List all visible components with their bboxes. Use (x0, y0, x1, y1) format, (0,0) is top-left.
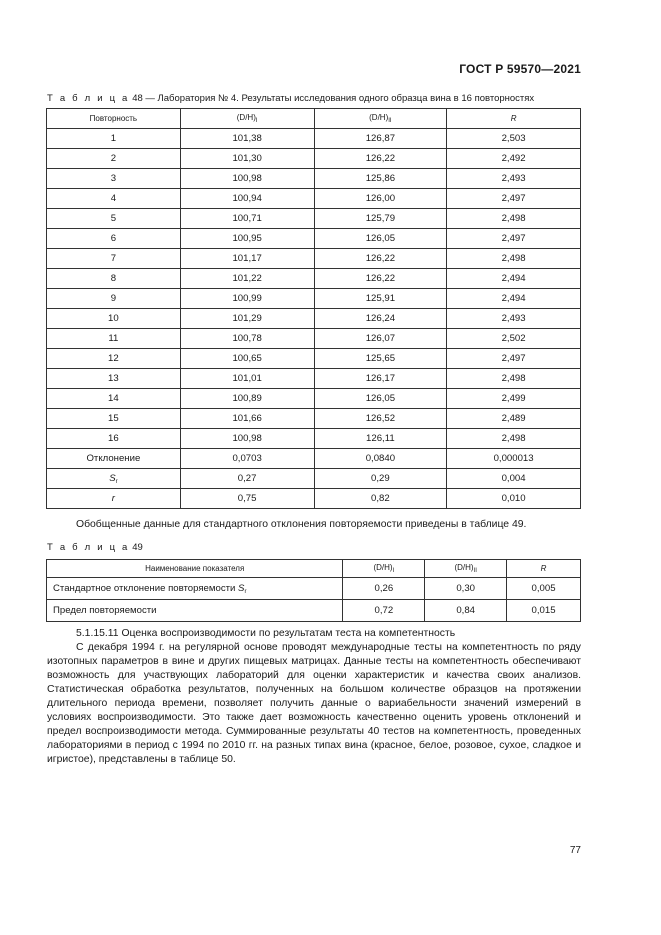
cell-dh-i: 101,38 (180, 129, 314, 149)
cell-dh-ii: 126,05 (314, 389, 447, 409)
cell-repetition: 8 (47, 269, 181, 289)
text-between-tables: Обобщенные данные для стандартного отклонения повторяемости приведены в таблице 49. (76, 519, 527, 530)
cell-dh-i: 100,95 (180, 229, 314, 249)
cell-r: 2,499 (447, 389, 581, 409)
table-49 (46, 559, 581, 622)
r-label: r (47, 489, 181, 509)
section-heading: 5.1.15.11 Оценка воспроизводимости по результатам теста на компетентность (76, 628, 456, 639)
r-r: 0,010 (447, 489, 581, 509)
indicator-subscript: r (244, 588, 247, 595)
deviation-dh-ii: 0,0840 (314, 449, 447, 469)
cell-repetition: 12 (47, 349, 181, 369)
cell-r: 2,493 (447, 309, 581, 329)
cell-dh-ii: 126,22 (314, 269, 447, 289)
sr-r: 0,004 (447, 469, 581, 489)
table-row (47, 600, 581, 622)
cell-indicator-name (47, 578, 343, 600)
sr-label (47, 469, 181, 489)
cell-r: 2,489 (447, 409, 581, 429)
table-row (47, 369, 581, 389)
table-row (47, 169, 581, 189)
header-dh-ii-sub: II (473, 568, 477, 574)
header-r: R (507, 560, 581, 578)
cell-repetition: 6 (47, 229, 181, 249)
cell-dh-i: 101,17 (180, 249, 314, 269)
table-header-row (47, 109, 581, 129)
sr-dh-ii: 0,29 (314, 469, 447, 489)
table-row (47, 578, 581, 600)
cell-dh-ii: 125,91 (314, 289, 447, 309)
cell-dh-i: 0,72 (343, 600, 425, 622)
sr-subscript: r (115, 478, 118, 485)
cell-r: 2,494 (447, 289, 581, 309)
cell-repetition: 15 (47, 409, 181, 429)
cell-r: 2,492 (447, 149, 581, 169)
cell-dh-i: 101,30 (180, 149, 314, 169)
table-header-row (47, 560, 581, 578)
cell-repetition: 10 (47, 309, 181, 329)
cell-dh-ii: 126,17 (314, 369, 447, 389)
header-dh-ii (314, 109, 447, 129)
header-dh-i (180, 109, 314, 129)
indicator-symbol: S (238, 582, 245, 594)
cell-indicator-name: Предел повторяемости (47, 600, 343, 622)
cell-dh-i: 100,89 (180, 389, 314, 409)
table-48-body (47, 129, 581, 509)
cell-dh-i: 101,01 (180, 369, 314, 389)
cell-dh-ii: 125,86 (314, 169, 447, 189)
cell-repetition: 7 (47, 249, 181, 269)
deviation-label: Отклонение (47, 449, 181, 469)
cell-dh-ii: 126,22 (314, 149, 447, 169)
cell-r: 2,497 (447, 189, 581, 209)
header-dh-ii-label: (D/H) (369, 113, 389, 122)
cell-repetition: 11 (47, 329, 181, 349)
table-row (47, 309, 581, 329)
cell-dh-ii: 0,30 (425, 578, 507, 600)
cell-dh-ii: 125,65 (314, 349, 447, 369)
cell-dh-ii: 125,79 (314, 209, 447, 229)
table-row (47, 149, 581, 169)
cell-dh-ii: 126,07 (314, 329, 447, 349)
header-dh-i-sub: I (255, 118, 258, 124)
table-49-caption (47, 542, 143, 553)
table-row (47, 269, 581, 289)
cell-dh-ii: 126,24 (314, 309, 447, 329)
table-row (47, 389, 581, 409)
header-dh-i-label: (D/H) (236, 113, 256, 122)
cell-r: 2,498 (447, 249, 581, 269)
cell-dh-i: 100,99 (180, 289, 314, 309)
cell-dh-i: 100,98 (180, 429, 314, 449)
table-row (47, 329, 581, 349)
cell-r: 2,502 (447, 329, 581, 349)
caption-prefix: Т а б л и ц а (47, 93, 130, 104)
header-dh-i-label: (D/H) (373, 563, 393, 572)
cell-dh-i: 100,71 (180, 209, 314, 229)
cell-dh-i: 0,26 (343, 578, 425, 600)
cell-repetition: 4 (47, 189, 181, 209)
cell-dh-ii: 126,22 (314, 249, 447, 269)
cell-repetition: 13 (47, 369, 181, 389)
cell-dh-ii: 126,05 (314, 229, 447, 249)
table-row (47, 349, 581, 369)
table-row (47, 129, 581, 149)
caption-number: 49 (132, 542, 143, 553)
cell-repetition: 9 (47, 289, 181, 309)
table-row (47, 209, 581, 229)
caption-text: — Лаборатория № 4. Результаты исследования одного образца вина в 16 повторностях (142, 93, 535, 104)
indicator-text: Стандартное отклонение повторяемости (53, 582, 239, 594)
cell-r: 0,005 (507, 578, 581, 600)
cell-r: 2,498 (447, 369, 581, 389)
deviation-dh-i: 0,0703 (180, 449, 314, 469)
header-dh-ii-label: (D/H) (454, 563, 474, 572)
sr-dh-i: 0,27 (180, 469, 314, 489)
cell-dh-i: 100,78 (180, 329, 314, 349)
page-number: 77 (569, 845, 581, 856)
cell-r: 2,497 (447, 229, 581, 249)
table-48-caption (47, 93, 534, 104)
cell-dh-i: 101,66 (180, 409, 314, 429)
cell-r: 2,494 (447, 269, 581, 289)
cell-dh-ii: 0,84 (425, 600, 507, 622)
table-row (47, 429, 581, 449)
cell-repetition: 2 (47, 149, 181, 169)
table-row (47, 249, 581, 269)
caption-prefix: Т а б л и ц а (47, 542, 130, 553)
cell-dh-ii: 126,00 (314, 189, 447, 209)
header-r: R (447, 109, 581, 129)
header-dh-ii-sub: II (388, 118, 392, 124)
deviation-row (47, 449, 581, 469)
cell-repetition: 16 (47, 429, 181, 449)
table-48 (46, 108, 581, 509)
section-body: С декабря 1994 г. на регулярной основе проводят международные тесты на компетентность по ряду изотопных параметров в вине и других пищевых матрицах. Данные тесты на компетентность обеспечивают возможность для участвующих лабораторий для оценки характеристик и качества своих анализов. Статистическая обработка результатов, полученных на большом количестве образцов на протяжении длительного периода времени, позволяет получить данные о вариабельности значений измерений в условиях воспроизводимости. Это также дает возможность качественно оценить уровень отклонений и предел воспроизводимости метода. Суммированные результаты 40 тестов на компетентность, проведенных лабораториями в период с 1994 по 2010 гг. на разных типах вина (красное, белое, розовое, сухое, сладкое и игристое), представлены в таблице 50. (47, 642, 581, 765)
table-row (47, 409, 581, 429)
cell-r: 2,493 (447, 169, 581, 189)
cell-r: 2,498 (447, 429, 581, 449)
r-row (47, 489, 581, 509)
sr-symbol: S (109, 472, 116, 484)
document-id: ГОСТ Р 59570—2021 (459, 62, 581, 76)
cell-repetition: 5 (47, 209, 181, 229)
header-repetition: Повторность (47, 109, 181, 129)
cell-dh-i: 100,98 (180, 169, 314, 189)
caption-number: 48 (132, 93, 143, 104)
cell-r: 2,498 (447, 209, 581, 229)
cell-repetition: 14 (47, 389, 181, 409)
deviation-r: 0,000013 (447, 449, 581, 469)
cell-repetition: 3 (47, 169, 181, 189)
cell-r: 2,497 (447, 349, 581, 369)
cell-dh-ii: 126,11 (314, 429, 447, 449)
sr-row (47, 469, 581, 489)
r-dh-i: 0,75 (180, 489, 314, 509)
table-row (47, 229, 581, 249)
cell-dh-ii: 126,87 (314, 129, 447, 149)
header-indicator-name: Наименование показателя (47, 560, 343, 578)
cell-repetition: 1 (47, 129, 181, 149)
cell-dh-i: 101,22 (180, 269, 314, 289)
header-dh-i (343, 560, 425, 578)
header-dh-i-sub: I (392, 568, 395, 574)
table-row (47, 289, 581, 309)
cell-r: 0,015 (507, 600, 581, 622)
cell-dh-i: 100,94 (180, 189, 314, 209)
table-row (47, 189, 581, 209)
cell-dh-ii: 126,52 (314, 409, 447, 429)
header-dh-ii (425, 560, 507, 578)
r-dh-ii: 0,82 (314, 489, 447, 509)
cell-dh-i: 101,29 (180, 309, 314, 329)
cell-dh-i: 100,65 (180, 349, 314, 369)
cell-r: 2,503 (447, 129, 581, 149)
